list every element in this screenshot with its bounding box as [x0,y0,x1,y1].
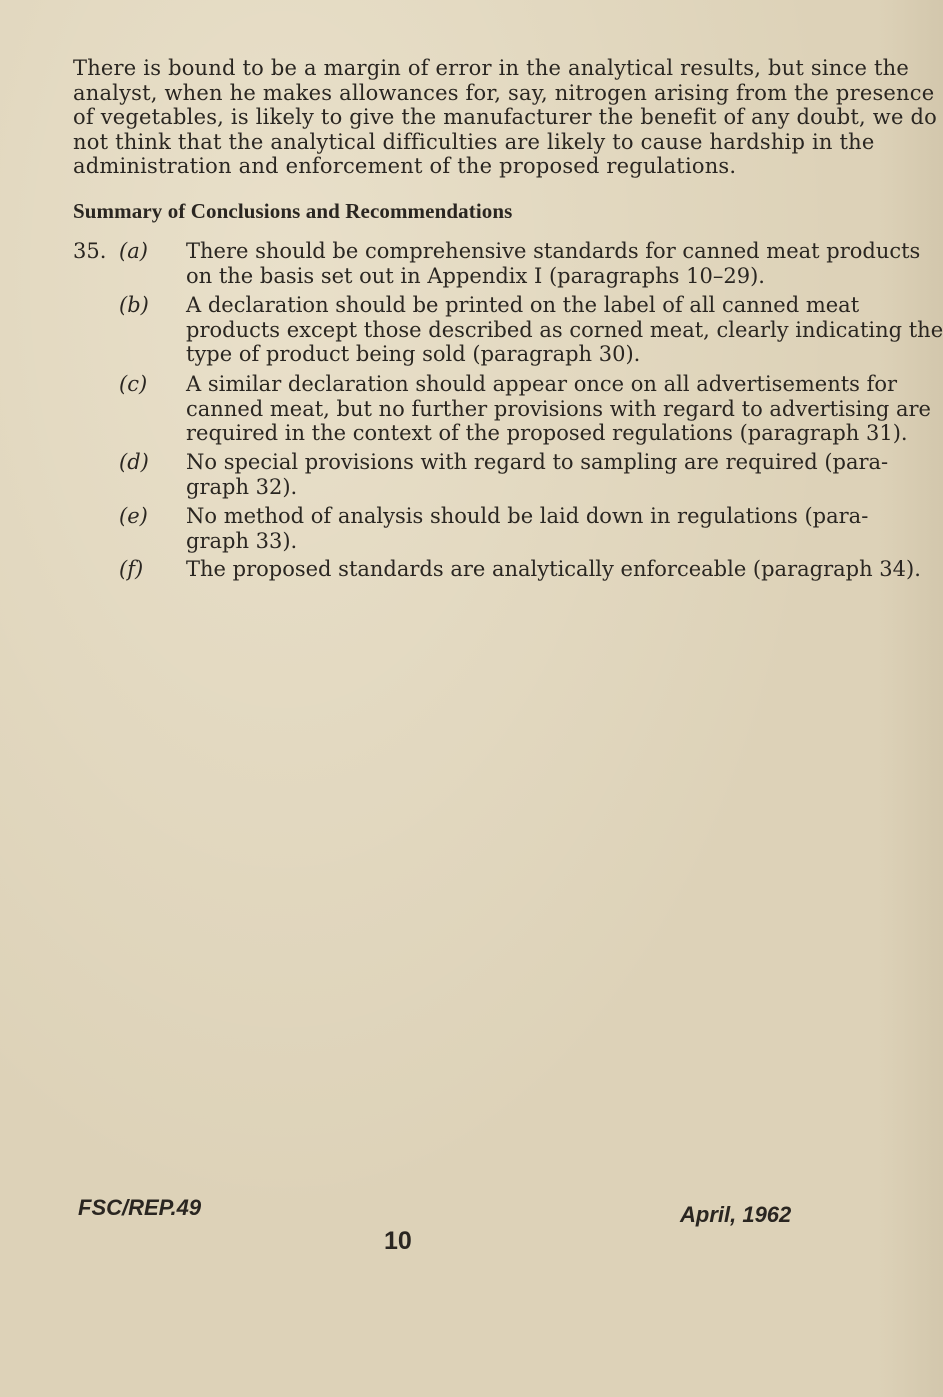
item-line: The proposed standards are analytically enforceable (paragraph 34). [186,557,921,581]
intro-line: of vegetables, is likely to give the manufacturer the benefit of any doubt, we do [73,105,937,129]
item-text [186,450,889,499]
item-text [186,372,931,446]
item-text [186,293,943,367]
intro-line: administration and enforcement of the proposed regulations. [73,154,737,178]
item-letter: (d) [119,450,149,474]
item-text [186,557,921,582]
item-letter: (c) [119,372,148,396]
intro-line: There is bound to be a margin of error in the analytical results, but since the [73,56,909,80]
item-text [186,239,921,288]
item-line: canned meat, but no further provisions with regard to advertising are [186,396,931,421]
section-title: Summary of Conclusions and Recommendations [73,199,513,223]
item-line: A similar declaration should appear once on all advertisements for [186,372,898,396]
item-letter: (f) [119,557,144,581]
item-line: No special provisions with regard to sampling are required (para- [186,450,889,474]
document-date: April, 1962 [680,1202,792,1227]
item-line: on the basis set out in Appendix I (paragraphs 10–29). [186,263,765,288]
item-letter: (a) [119,239,148,263]
item-letter: (e) [119,504,148,528]
item-line: type of product being sold (paragraph 30). [186,342,641,366]
item-letter: (b) [119,293,149,317]
item-line: A declaration should be printed on the label of all canned meat [186,293,860,317]
document-reference: FSC/REP.49 [78,1195,202,1220]
item-line: required in the context of the proposed regulations (paragraph 31). [186,421,908,445]
item-line: graph 33). [186,528,298,553]
item-line: products except those described as corned meat, clearly indicating the [186,317,943,342]
page-number: 10 [384,1227,412,1255]
item-line: No method of analysis should be laid down in regulations (para- [186,504,869,528]
item-line: graph 32). [186,474,298,499]
paragraph-number: 35. [73,239,107,263]
intro-line: analyst, when he makes allowances for, say, nitrogen arising from the presence [73,80,935,105]
item-text [186,504,869,553]
item-line: There should be comprehensive standards for canned meat products [186,239,921,263]
intro-line: not think that the analytical difficulties are likely to cause hardship in the [73,129,875,154]
intro-paragraph [73,56,937,179]
